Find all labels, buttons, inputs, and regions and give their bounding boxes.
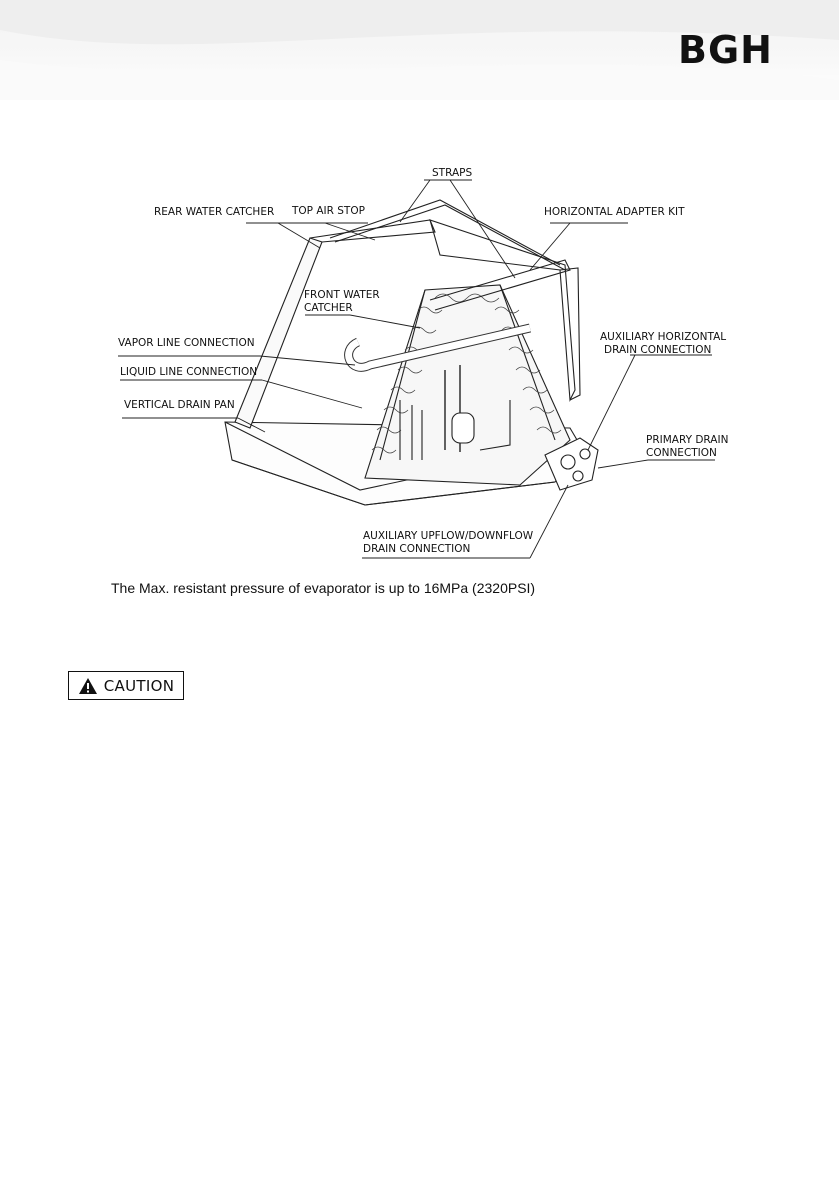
label-front-water-catcher-line1: FRONT WATER — [304, 289, 380, 301]
header-band — [0, 0, 839, 100]
caution-badge — [68, 671, 184, 700]
label-front-water-catcher-line2: CATCHER — [304, 302, 353, 314]
label-vapor-line-connection: VAPOR LINE CONNECTION — [118, 337, 255, 349]
brand-logo: BGH — [678, 28, 773, 72]
pressure-caption: The Max. resistant pressure of evaporator is up to 16MPa (2320PSI) — [111, 580, 536, 596]
label-aux-updown-line2: DRAIN CONNECTION — [363, 543, 471, 555]
label-primary-drain-line1: PRIMARY DRAIN — [646, 434, 729, 446]
label-aux-horizontal-line1: AUXILIARY HORIZONTAL — [600, 331, 727, 343]
evaporator-coil-diagram — [100, 160, 750, 565]
label-liquid-line-connection: LIQUID LINE CONNECTION — [120, 366, 258, 378]
warning-triangle-icon — [78, 677, 98, 695]
label-aux-updown-line1: AUXILIARY UPFLOW/DOWNFLOW — [363, 530, 534, 542]
label-horizontal-adapter-kit: HORIZONTAL ADAPTER KIT — [544, 206, 685, 218]
label-top-air-stop: TOP AIR STOP — [292, 205, 365, 217]
label-rear-water-catcher: REAR WATER CATCHER — [154, 206, 275, 218]
label-primary-drain-line2: CONNECTION — [646, 447, 717, 459]
label-aux-horizontal-line2: DRAIN CONNECTION — [604, 344, 712, 356]
caution-label: CAUTION — [103, 676, 175, 695]
coil-illustration — [100, 160, 750, 565]
label-straps: STRAPS — [432, 167, 473, 179]
label-vertical-drain-pan: VERTICAL DRAIN PAN — [124, 399, 235, 411]
